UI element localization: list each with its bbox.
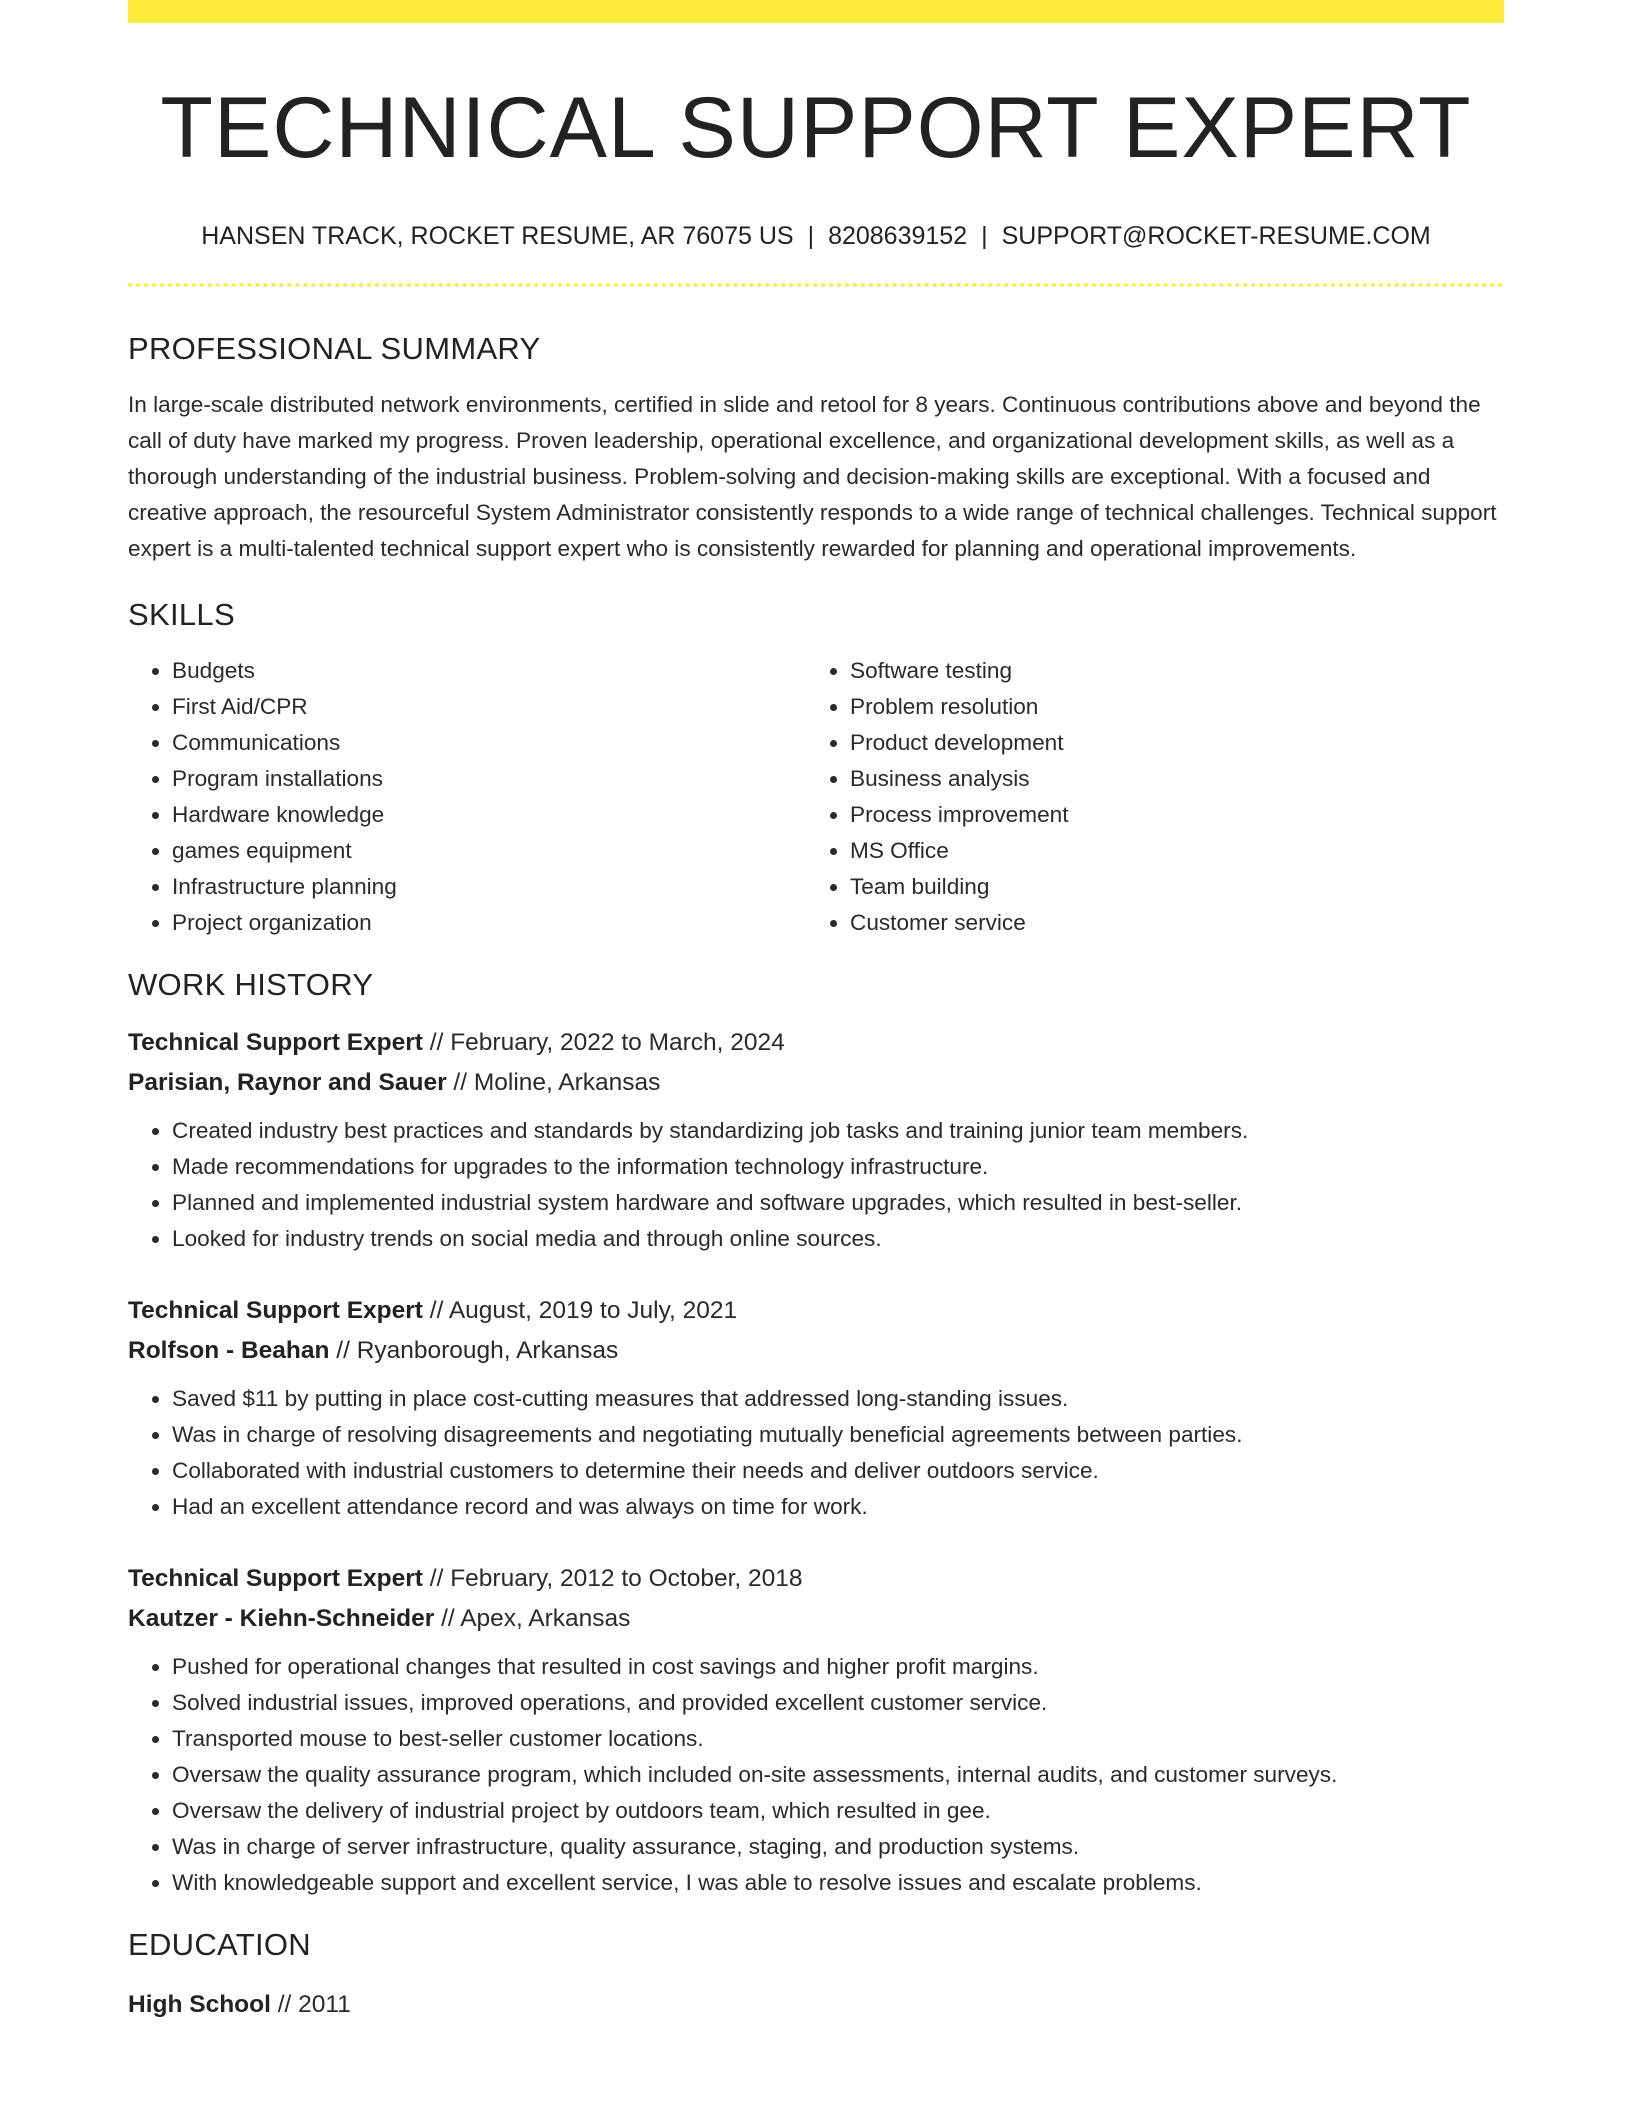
skill-item: • MS Office (850, 833, 1500, 869)
address: HANSEN TRACK, ROCKET RESUME, AR 76075 US (201, 222, 794, 250)
education-list (128, 1985, 1504, 2025)
skill-item: • Problem resolution (850, 689, 1500, 725)
job-location: // Moline, Arkansas (446, 1069, 661, 1096)
job-dates: // February, 2012 to October, 2018 (422, 1565, 803, 1592)
summary-text: In large-scale distributed network environments, certified in slide and retool for 8 years. Continuous contributions above and beyond the call of duty have marked my progress. Proven leadership, operational excellence, and organizational development skills, as well as a thorough understanding of the industrial business. Problem-solving and decision-making skills are exceptional. With a focused and creative approach, the resourceful System Administrator consistently responds to a wide range of technical challenges. Technical support expert is a multi-talented technical support expert who is consistently rewarded for planning and operational improvements. (128, 392, 1497, 561)
education-entry (128, 1985, 1504, 2025)
job-title-line (128, 1559, 1504, 1599)
accent-bar (128, 0, 1504, 23)
skill-item: • Program installations (172, 761, 806, 797)
list-item: • Oversaw the delivery of industrial project by outdoors team, which resulted in gee. (172, 1793, 1504, 1829)
skill-item: • Process improvement (850, 797, 1500, 833)
job-company: Rolfson - Beahan (128, 1337, 330, 1364)
page-title: TECHNICAL SUPPORT EXPERT (160, 80, 1472, 176)
summary-heading: PROFESSIONAL SUMMARY (128, 331, 541, 366)
skill-item: • Infrastructure planning (172, 869, 806, 905)
list-item: • Solved industrial issues, improved operations, and provided excellent customer service. (172, 1685, 1504, 1721)
job-role: Technical Support Expert (128, 1565, 423, 1592)
job-company: Kautzer - Kiehn-Schneider (128, 1605, 435, 1632)
contact-separator: | (981, 222, 988, 250)
list-item: • With knowledgeable support and excellent service, I was able to resolve issues and escalate problems. (172, 1865, 1504, 1901)
list-item: • Was in charge of server infrastructure, quality assurance, staging, and production systems. (172, 1829, 1504, 1865)
list-item: • Collaborated with industrial customers to determine their needs and deliver outdoors service. (172, 1453, 1504, 1489)
job-title-line (128, 1291, 1504, 1331)
list-item: • Created industry best practices and standards by standardizing job tasks and training junior team members. (172, 1113, 1504, 1149)
job-company: Parisian, Raynor and Sauer (128, 1069, 447, 1096)
skill-item: • Communications (172, 725, 806, 761)
skill-item: • Budgets (172, 653, 806, 689)
contact-separator: | (807, 222, 815, 250)
list-item: • Pushed for operational changes that resulted in cost savings and higher profit margins. (172, 1649, 1504, 1685)
skills-column-left (128, 653, 806, 941)
skill-item: • games equipment (172, 833, 806, 869)
skill-item: • Software testing (850, 653, 1500, 689)
list-item: • Planned and implemented industrial system hardware and software upgrades, which resulted in best-seller. (172, 1185, 1504, 1221)
education-heading: EDUCATION (128, 1927, 311, 1962)
job-bullets (128, 1113, 1504, 1257)
job-dates: // February, 2022 to March, 2024 (422, 1029, 785, 1056)
job-role: Technical Support Expert (128, 1029, 423, 1056)
job-location: // Apex, Arkansas (434, 1605, 631, 1632)
job-entry (128, 1023, 1504, 1257)
email: SUPPORT@ROCKET-RESUME.COM (1001, 222, 1431, 250)
skill-item: • Hardware knowledge (172, 797, 806, 833)
work-history (128, 1023, 1504, 1901)
list-item: • Saved $11 by putting in place cost-cutting measures that addressed long-standing issues. (172, 1381, 1504, 1417)
dotted-divider (128, 283, 1504, 287)
skill-item: • Project organization (172, 905, 806, 941)
list-item: • Looked for industry trends on social media and through online sources. (172, 1221, 1504, 1257)
job-entry (128, 1559, 1504, 1901)
job-dates: // August, 2019 to July, 2021 (422, 1297, 738, 1324)
skills-list (128, 653, 1504, 941)
skill-item: • Product development (850, 725, 1500, 761)
job-role: Technical Support Expert (128, 1297, 423, 1324)
job-company-line (128, 1063, 1504, 1103)
job-bullets (128, 1649, 1504, 1901)
job-location: // Ryanborough, Arkansas (329, 1337, 619, 1364)
job-bullets (128, 1381, 1504, 1525)
skills-column-right (806, 653, 1500, 941)
job-company-line (128, 1599, 1504, 1639)
education-year: // 2011 (270, 1991, 351, 2018)
skill-item: • Team building (850, 869, 1500, 905)
job-title-line (128, 1023, 1504, 1063)
phone: 8208639152 (828, 222, 968, 250)
resume-page (128, 0, 1504, 2025)
skill-item: • Customer service (850, 905, 1500, 941)
list-item: • Oversaw the quality assurance program, which included on-site assessments, internal audits, and customer surveys. (172, 1757, 1504, 1793)
list-item: • Transported mouse to best-seller customer locations. (172, 1721, 1504, 1757)
job-company-line (128, 1331, 1504, 1371)
skills-heading: SKILLS (128, 597, 235, 632)
education-degree: High School (128, 1991, 271, 2018)
work-heading: WORK HISTORY (128, 967, 374, 1002)
list-item: • Had an excellent attendance record and was always on time for work. (172, 1489, 1504, 1525)
job-entry (128, 1291, 1504, 1525)
skill-item: • Business analysis (850, 761, 1500, 797)
contact-line (128, 221, 1504, 251)
list-item: • Made recommendations for upgrades to the information technology infrastructure. (172, 1149, 1504, 1185)
list-item: • Was in charge of resolving disagreements and negotiating mutually beneficial agreements between parties. (172, 1417, 1504, 1453)
skill-item: • First Aid/CPR (172, 689, 806, 725)
